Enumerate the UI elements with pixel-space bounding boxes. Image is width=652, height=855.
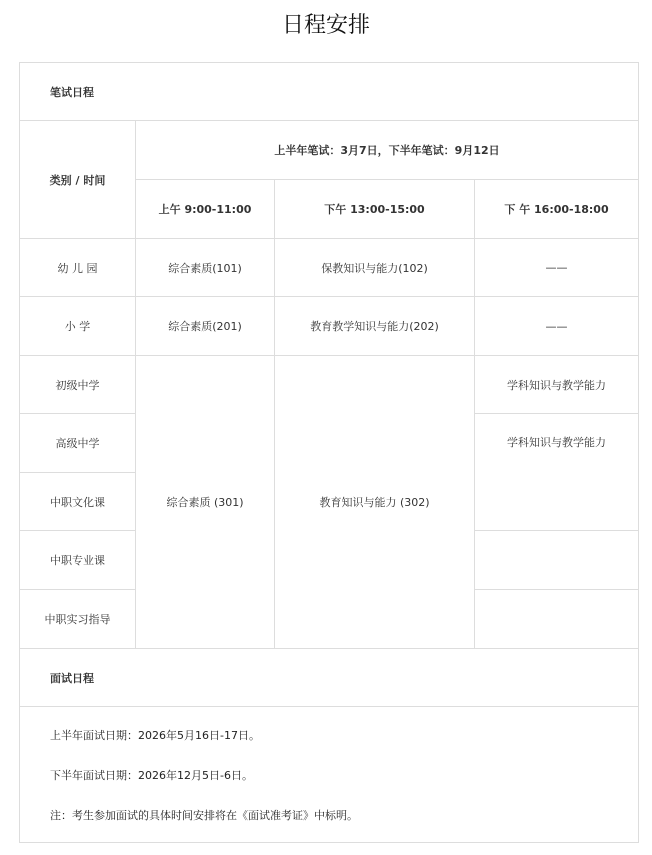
subject-cell: 教育教学知识与能力(202): [275, 297, 475, 356]
category-kindergarten: 幼 儿 园: [20, 239, 136, 297]
page-title: 日程安排: [281, 13, 370, 38]
category-time-header: 类别 / 时间: [20, 121, 136, 239]
subject-cell: 学科知识与教学能力: [475, 356, 639, 414]
subject-cell: 学科知识与教学能力: [475, 414, 639, 531]
category-senior-middle: 高级中学: [20, 414, 136, 473]
table-row: [20, 297, 639, 356]
category-junior-middle: 初级中学: [20, 356, 136, 414]
category-vocational-professional: 中职专业课: [20, 531, 136, 590]
subject-cell: 综合素质 (301): [136, 356, 275, 649]
session-late-afternoon-header: 下 午 16:00-18:00: [475, 180, 639, 239]
interview-second-half-date: 下半年面试日期：2026年12月5日-6日。: [50, 769, 253, 782]
subject-cell: 教育知识与能力 (302): [275, 356, 475, 649]
subject-cell: ——: [475, 239, 639, 297]
interview-first-half-date: 上半年面试日期：2026年5月16日-17日。: [50, 729, 260, 742]
subject-cell: 保教知识与能力(102): [275, 239, 475, 297]
table-row: [20, 239, 639, 297]
category-vocational-culture: 中职文化课: [20, 473, 136, 531]
interview-note: 注：考生参加面试的具体时间安排将在《面试准考证》中标明。: [50, 809, 358, 822]
category-vocational-internship: 中职实习指导: [20, 590, 136, 649]
table-row: [20, 356, 639, 414]
category-primary: 小 学: [20, 297, 136, 356]
schedule-table: [19, 62, 639, 843]
written-section-title: 笔试日程: [20, 63, 639, 121]
subject-cell: 综合素质(101): [136, 239, 275, 297]
empty-cell: [475, 531, 639, 590]
session-afternoon-header: 下午 13:00-15:00: [275, 180, 475, 239]
interview-section-title: 面试日程: [20, 649, 639, 707]
empty-cell: [475, 590, 639, 649]
subject-cell: ——: [475, 297, 639, 356]
session-morning-header: 上午 9:00-11:00: [136, 180, 275, 239]
interview-notes: [20, 707, 639, 843]
written-dates-header: 上半年笔试：3月7日，下半年笔试：9月12日: [136, 121, 639, 180]
subject-cell: 综合素质(201): [136, 297, 275, 356]
